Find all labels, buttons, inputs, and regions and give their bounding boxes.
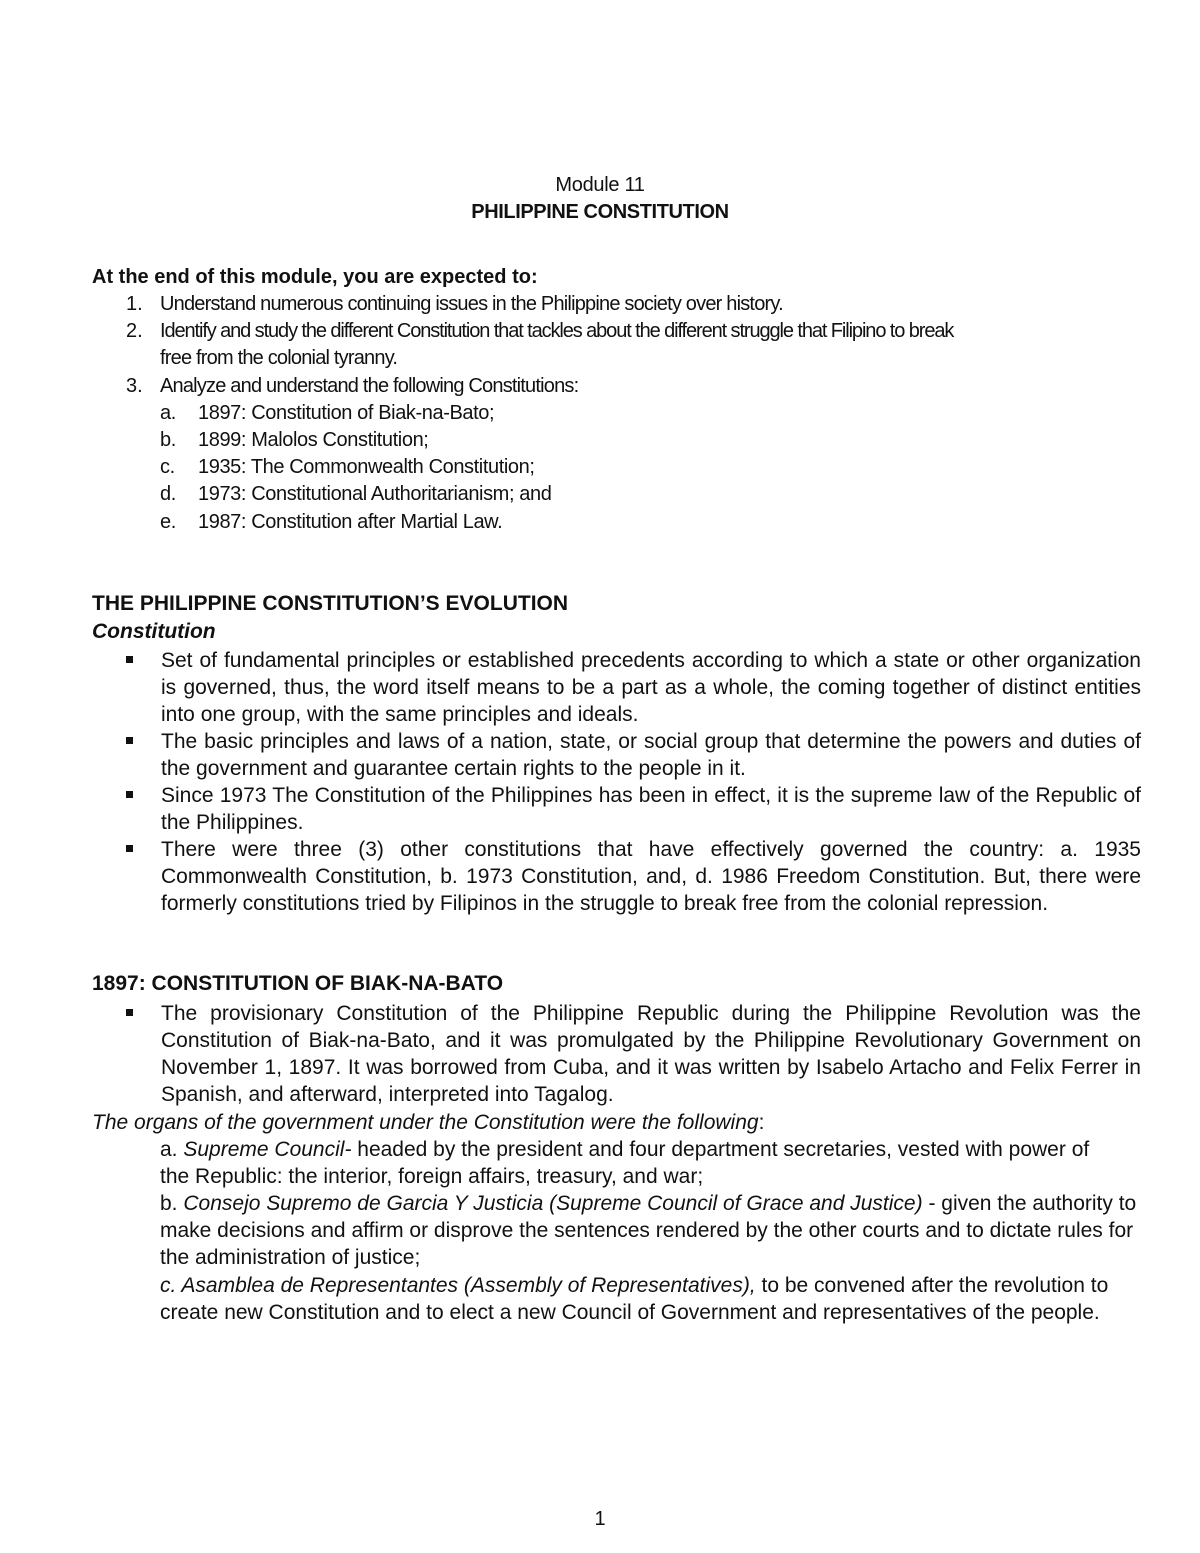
constitution-list-item: d. 1973: Constitutional Authoritarianism; and <box>160 483 552 505</box>
objectives-heading: At the end of this module, you are expected to: <box>92 266 538 288</box>
constitution-list-item: e. 1987: Constitution after Martial Law. <box>160 511 503 533</box>
document-page: Module 11 PHILIPPINE CONSTITUTION At the end of this module, you are expected to: 1. Understand numerous continuing issues in the Philippine society over history. 2. Identify and study the different Constitution that tackles about the different struggle that Filipino to break free from the colonial tyranny. 3. Analyze and understand the following Constitutions: a. 1897: Constitution of Biak-na-Bato; b. 1899: Malolos Constitution; c. 1935: The Commonwealth Constitution; d. 1973: Constitutional Authoritarianism; and e. 1987: Constitution after Martial Law. THE PHILIPPINE CONSTITUTION’S EVOLUTION Constitution Set of fundamental principles or established precedents according to which a state or other organization is governed, thus, the word itself means to be a part as a whole, the coming together of distinct entities into one group, with the same principles and ideals. The basic principles and laws of a nation, state, or social group that determine the powers and duties of the government and guarantee certain rights to the people in it. Since 1973 The Constitution of the Philippines has been in effect, it is the supreme law of the Republic of the Philippines. There were three (3) other constitutions that have effectively governed the country: a. 1935 Commonwealth Constitution, b. 1973 Constitution, and, d. 1986 Freedom Constitution. But, there were formerly constitutions tried by Filipinos in the struggle to break free from the colonial repression. 1897: CONSTITUTION OF BIAK-NA-BATO The provisionary Constitution of the Philippine Republic during the Philippine Revolution was the Constitution of Biak-na-Bato, and it was promulgated by the Philippine Revolutionary Government on November 1, 1897. It was borrowed from Cuba, and it was written by Isabelo Artacho and Felix Ferrer in Spanish, and afterward, interpreted into Tagalog. The organs of the government under the Constitution were the following: a. Supreme Council- headed by the president and four department secretaries, vested with power of the Republic: the interior, foreign affairs, treasury, and war; b. Consejo Supremo de Garcia Y Justicia (Supreme Council of Grace and Justice) - given the authority to make decisions and affirm or disprove the sentences rendered by the other courts and to dictate rules for the administration of justice; c. Asamblea de Representantes (Assembly of Representatives), to be convened after the revolution to create new Constitution and to elect a new Council of Government and representatives of the people. 1 <box>0 0 1200 1553</box>
organ-item: c. Asamblea de Representantes (Assembly of Representatives), to be convened after the revolution to create new Constitution and to elect a new Council of Government and representatives of the people. <box>160 1274 1109 1324</box>
organ-item: b. Consejo Supremo de Garcia Y Justicia (Supreme Council of Grace and Justice) - given the authority to make decisions and affirm or disprove the sentences rendered by the other courts and to dictate rules for the administration of justice; <box>160 1192 1137 1269</box>
organ-item: a. Supreme Council- headed by the president and four department secretaries, vested with power of the Republic: the interior, foreign affairs, treasury, and war; <box>160 1138 1090 1188</box>
module-title: PHILIPPINE CONSTITUTION <box>471 201 729 223</box>
bullet-square-icon <box>126 788 133 798</box>
bullet-square-icon <box>126 734 133 744</box>
bullet-square-icon <box>126 653 133 663</box>
page-number: 1 <box>594 1508 606 1530</box>
bullet-square-icon <box>126 842 133 852</box>
constitution-list-item: a. 1897: Constitution of Biak-na-Bato; <box>160 402 495 424</box>
organs-intro: The organs of the government under the Constitution were the following: <box>92 1111 765 1134</box>
bullet-square-icon <box>126 1006 133 1016</box>
biak-na-bato-heading: 1897: CONSTITUTION OF BIAK-NA-BATO <box>92 972 504 995</box>
constitution-list-item: b. 1899: Malolos Constitution; <box>160 429 429 451</box>
evolution-heading: THE PHILIPPINE CONSTITUTION’S EVOLUTION <box>92 592 569 615</box>
constitution-subheading: Constitution <box>92 620 216 643</box>
module-number: Module 11 <box>555 174 645 196</box>
constitution-list-item: c. 1935: The Commonwealth Constitution; <box>160 456 535 478</box>
